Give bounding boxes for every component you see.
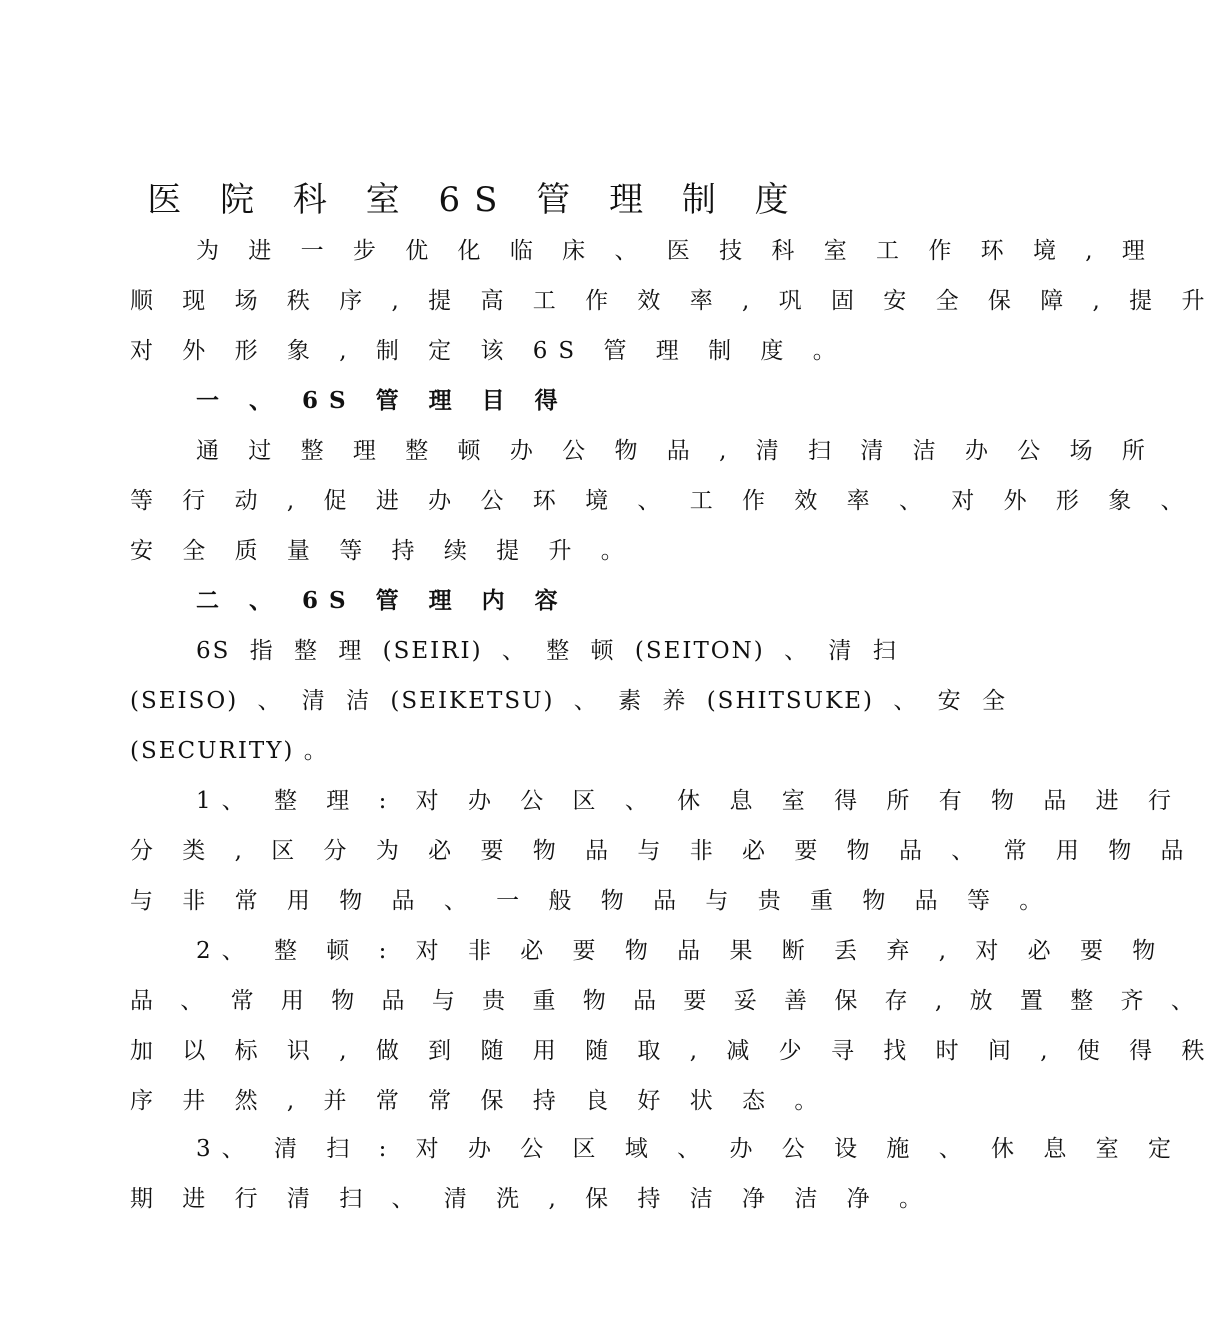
paragraph-line: 6S 指 整 理 (SEIRI) 、 整 顿 (SEITON) 、 清 扫 xyxy=(196,638,898,664)
paragraph-line: 序 井 然 , 并 常 常 保 持 良 好 状 态 。 xyxy=(130,1088,829,1114)
paragraph-line: 品 、 常 用 物 品 与 贵 重 物 品 要 妥 善 保 存 , 放 置 整 齐 、 xyxy=(130,988,1204,1014)
paragraph-line: (SEISO) 、 清 洁 (SEIKETSU) 、 素 养 (SHITSUKE) 、 安 全 xyxy=(130,688,1007,714)
list-item-sort: 1、 整 理 : 对 办 公 区 、 休 息 室 得 所 有 物 品 进 行 xyxy=(196,788,1182,814)
paragraph-line: 分 类 , 区 分 为 必 要 物 品 与 非 必 要 物 品 、 常 用 物 品 xyxy=(130,838,1195,864)
paragraph-line: 对 外 形 象 , 制 定 该 6S 管 理 制 度 。 xyxy=(130,338,847,364)
paragraph-line: 通 过 整 理 整 顿 办 公 物 品 , 清 扫 清 洁 办 公 场 所 xyxy=(196,438,1156,464)
paragraph-line: 期 进 行 清 扫 、 清 洗 , 保 持 洁 净 洁 净 。 xyxy=(130,1186,933,1212)
paragraph-line: 安 全 质 量 等 持 续 提 升 。 xyxy=(130,538,635,564)
section-heading-purpose: 一 、 6S 管 理 目 得 xyxy=(196,387,569,414)
document-title: 医 院 科 室 6S 管 理 制 度 xyxy=(147,180,803,220)
section-heading-content: 二 、 6S 管 理 内 容 xyxy=(196,587,569,614)
paragraph-line: (SECURITY) 。 xyxy=(130,738,329,764)
paragraph-line: 顺 现 场 秩 序 , 提 高 工 作 效 率 , 巩 固 安 全 保 障 , 提 升 xyxy=(130,288,1215,314)
paragraph-line: 等 行 动 , 促 进 办 公 环 境 、 工 作 效 率 、 对 外 形 象 、 xyxy=(130,488,1195,514)
paragraph-line: 为 进 一 步 优 化 临 床 、 医 技 科 室 工 作 环 境 , 理 xyxy=(196,238,1156,264)
list-item-set-in-order: 2、 整 顿 : 对 非 必 要 物 品 果 断 丢 弃 , 对 必 要 物 xyxy=(196,938,1167,964)
list-item-shine: 3、 清 扫 : 对 办 公 区 域 、 办 公 设 施 、 休 息 室 定 xyxy=(196,1136,1182,1162)
paragraph-line: 加 以 标 识 , 做 到 随 用 随 取 , 减 少 寻 找 时 间 , 使 得 秩 xyxy=(130,1038,1215,1064)
paragraph-line: 与 非 常 用 物 品 、 一 般 物 品 与 贵 重 物 品 等 。 xyxy=(130,888,1054,914)
